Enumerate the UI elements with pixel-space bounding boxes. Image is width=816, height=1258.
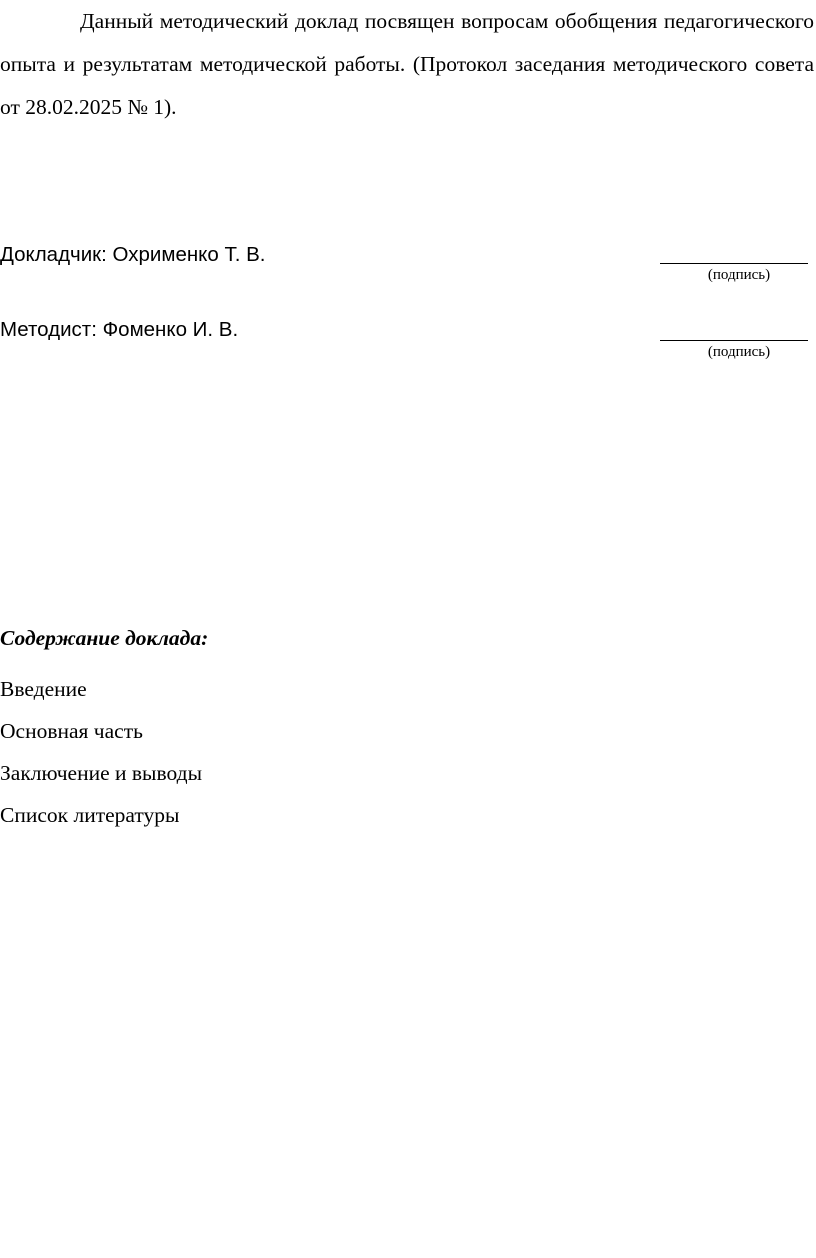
contents-item-introduction: Введение [0,677,87,701]
signature-blank-line [660,340,808,341]
methodist-label: Методист: Фоменко И. В. [0,318,239,341]
contents-item-conclusion: Заключение и выводы [0,761,203,785]
contents-title: Содержание доклада: [0,626,209,650]
signature-caption: (подпись) [707,267,771,283]
contents-list [0,668,202,836]
signature-blank-line [660,263,808,264]
contents-item-references: Список литературы [0,803,180,827]
reporter-label: Докладчик: Охрименко Т. В. [0,243,266,266]
contents-item-main-part: Основная часть [0,719,143,743]
intro-paragraph: Данный методический доклад посвящен вопросам обобщения педагогического опыта и результатам методической работы. (Протокол заседания методического совета от 28.02.2025 № 1). [0,9,814,119]
signature-caption: (подпись) [707,344,771,360]
